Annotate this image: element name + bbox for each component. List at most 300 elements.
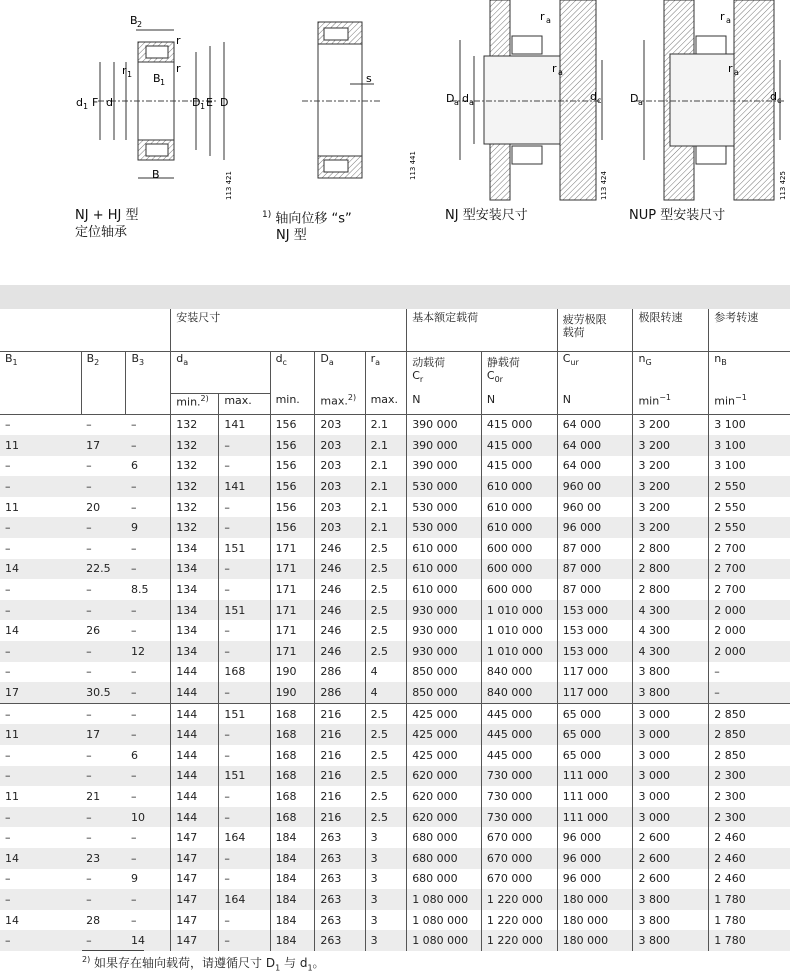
table-cell: 132 <box>171 435 219 456</box>
table-cell: 147 <box>171 889 219 910</box>
table-cell: 8.5 <box>130 583 149 597</box>
table-cell: 960 00 <box>557 476 633 497</box>
svg-text:a: a <box>469 98 474 107</box>
svg-text:d: d <box>770 90 777 103</box>
table-cell: 96 000 <box>557 869 633 890</box>
table-cell: 156 <box>270 476 315 497</box>
table-cell: – <box>0 807 81 828</box>
svg-text:c: c <box>597 96 602 105</box>
table-cell: 21 <box>86 789 101 803</box>
table-cell: – <box>126 703 171 724</box>
table-cell: 216 <box>315 786 365 807</box>
table-cell: 132 <box>171 497 219 518</box>
col-Da: $D_a$ <box>315 352 365 394</box>
table-cell: – <box>0 517 81 538</box>
table-cell: 117 000 <box>557 682 633 703</box>
table-cell: 151 <box>219 538 270 559</box>
header-band <box>0 285 790 309</box>
table-cell: 11 <box>0 724 81 745</box>
table-cell: – <box>0 703 81 724</box>
table-row <box>0 745 790 766</box>
table-cell: 286 <box>315 662 365 683</box>
table-cell: 425 000 <box>407 745 482 766</box>
svg-text:r: r <box>728 62 733 75</box>
table-cell: 4 300 <box>633 600 709 621</box>
table-cell: 190 <box>270 662 315 683</box>
table-cell: 141 <box>219 414 270 435</box>
col-b1: $B_1$ <box>0 352 81 415</box>
table-cell: 1 010 000 <box>481 641 557 662</box>
table-cell: 184 <box>270 827 315 848</box>
table-cell: 153 000 <box>557 620 633 641</box>
table-cell: 246 <box>315 579 365 600</box>
table-cell: 26 <box>86 624 101 638</box>
svg-text:2: 2 <box>137 20 143 29</box>
table-cell: – <box>219 848 270 869</box>
table-cell: – <box>0 766 81 787</box>
table-row <box>0 848 790 869</box>
table-cell: 3 <box>365 827 407 848</box>
table-cell: 1 080 000 <box>407 930 482 951</box>
table-cell: – <box>219 930 270 951</box>
svg-text:r: r <box>122 64 127 77</box>
table-cell: 620 000 <box>407 766 482 787</box>
table-cell: 147 <box>171 869 219 890</box>
table-cell: 3 <box>365 930 407 951</box>
table-cell: 246 <box>315 620 365 641</box>
table-cell: – <box>81 930 126 951</box>
table-cell: 168 <box>270 745 315 766</box>
table-cell: 144 <box>171 766 219 787</box>
col-cr: 动载荷 $C_r$ <box>407 352 482 394</box>
table-cell: 17 <box>81 724 126 745</box>
table-cell: 6 <box>130 748 138 762</box>
table-row <box>0 538 790 559</box>
table-cell: 147 <box>171 848 219 869</box>
table-cell: 134 <box>171 620 219 641</box>
table-row <box>0 662 790 683</box>
group-ref-speed: 参考转速 <box>709 309 790 352</box>
svg-text:D: D <box>446 92 455 105</box>
col-da: $d_a$ <box>171 352 270 394</box>
table-cell: 3 200 <box>633 476 709 497</box>
table-cell: 425 000 <box>407 703 482 724</box>
table-cell: – <box>5 459 11 473</box>
table-cell: 415 000 <box>481 456 557 477</box>
table-cell: 171 <box>270 620 315 641</box>
table-row <box>0 497 790 518</box>
table-cell: 3 200 <box>633 414 709 435</box>
table-cell: 2 300 <box>709 786 790 807</box>
table-cell: – <box>126 559 171 580</box>
table-cell: 2 600 <box>633 869 709 890</box>
table-cell: 3 200 <box>633 456 709 477</box>
table-cell: 1 220 000 <box>481 910 557 931</box>
table-cell: 730 000 <box>481 807 557 828</box>
unit-c0r: N <box>481 393 557 414</box>
table-cell: 530 000 <box>407 517 482 538</box>
svg-text:s: s <box>366 72 372 85</box>
caption-fig2: $^{1)}$ 轴向位移 “s” NJ 型 <box>262 210 352 244</box>
table-cell: 610 000 <box>407 579 482 600</box>
table-cell: 286 <box>315 682 365 703</box>
svg-text:d: d <box>590 90 597 103</box>
table-cell: 132 <box>171 414 219 435</box>
table-cell: – <box>219 786 270 807</box>
table-cell: 445 000 <box>481 745 557 766</box>
group-install: 安装尺寸 <box>171 309 407 352</box>
table-cell: 246 <box>315 559 365 580</box>
table-cell: 2.5 <box>365 538 407 559</box>
table-cell: 600 000 <box>481 559 557 580</box>
table-cell: – <box>126 766 171 787</box>
table-cell: – <box>0 889 81 910</box>
table-cell: – <box>130 665 137 679</box>
table-cell: – <box>219 497 270 518</box>
table-cell: 203 <box>315 456 365 477</box>
table-cell: 3 000 <box>633 786 709 807</box>
col-ra: $r_a$ <box>365 352 407 394</box>
table-cell: 3 800 <box>633 910 709 931</box>
table-cell: – <box>81 476 126 497</box>
table-cell: 600 000 <box>481 579 557 600</box>
table-cell: 216 <box>315 745 365 766</box>
table-cell: – <box>219 517 270 538</box>
table-cell: – <box>86 418 92 432</box>
table-cell: 680 000 <box>407 848 482 869</box>
table-cell: 2.5 <box>365 579 407 600</box>
table-cell: – <box>81 600 126 621</box>
table-cell: 168 <box>270 766 315 787</box>
table-cell: 4 300 <box>633 620 709 641</box>
table-cell: 3 000 <box>633 766 709 787</box>
table-cell: 1 220 000 <box>481 930 557 951</box>
svg-text:c: c <box>777 96 782 105</box>
table-cell: 14 <box>5 913 19 927</box>
svg-text:1: 1 <box>200 102 206 111</box>
table-cell: 65 000 <box>557 724 633 745</box>
table-cell: 144 <box>171 786 219 807</box>
svg-text:113 441: 113 441 <box>409 151 417 180</box>
svg-text:d: d <box>76 96 83 109</box>
unit-cur: N <box>557 393 633 414</box>
table-row <box>0 703 790 724</box>
table-row <box>0 910 790 931</box>
table-cell: – <box>219 435 270 456</box>
svg-text:a: a <box>734 68 739 77</box>
table-cell: 20 <box>86 500 101 514</box>
table-cell: 144 <box>171 662 219 683</box>
table-cell: 415 000 <box>481 435 557 456</box>
table-cell: 840 000 <box>481 682 557 703</box>
table-cell: 2 800 <box>633 538 709 559</box>
table-cell: 28 <box>86 913 101 927</box>
table-cell: 203 <box>315 497 365 518</box>
bearing-data-table <box>0 309 790 951</box>
table-cell: 17 <box>81 435 126 456</box>
table-cell: 203 <box>315 414 365 435</box>
table-cell: 3 000 <box>633 807 709 828</box>
table-cell: 111 000 <box>557 786 633 807</box>
table-cell: 3 200 <box>633 497 709 518</box>
table-cell: 134 <box>171 559 219 580</box>
table-cell: 730 000 <box>481 766 557 787</box>
table-cell: 144 <box>171 682 219 703</box>
table-cell: 670 000 <box>481 827 557 848</box>
table-cell: 3 000 <box>633 724 709 745</box>
figure-nj-hj-bearing <box>68 0 240 205</box>
table-cell: – <box>5 872 11 886</box>
table-cell: 263 <box>315 848 365 869</box>
table-cell: 2.5 <box>365 620 407 641</box>
table-cell: 670 000 <box>481 869 557 890</box>
table-cell: – <box>81 641 126 662</box>
table-cell: 147 <box>171 910 219 931</box>
table-cell: – <box>130 418 137 432</box>
unit-ra: max. <box>365 393 407 414</box>
figure-code: 113 421 <box>225 171 233 200</box>
table-cell: 2 550 <box>709 476 790 497</box>
table-cell: 6 <box>130 459 138 473</box>
table-cell: 64 000 <box>557 435 633 456</box>
table-cell: 184 <box>270 930 315 951</box>
table-cell: – <box>130 913 137 927</box>
table-cell: 2 460 <box>709 848 790 869</box>
table-cell: 4 <box>365 682 407 703</box>
table-cell: 2 300 <box>709 807 790 828</box>
table-cell: – <box>86 665 92 679</box>
table-cell: 3 <box>365 889 407 910</box>
table-cell: 610 000 <box>481 497 557 518</box>
table-cell: 190 <box>270 682 315 703</box>
table-cell: – <box>130 624 137 638</box>
svg-text:B: B <box>153 72 161 85</box>
svg-text:r: r <box>176 62 181 75</box>
table-cell: 171 <box>270 600 315 621</box>
table-cell: – <box>219 807 270 828</box>
table-cell: 2 850 <box>709 745 790 766</box>
table-cell: – <box>219 682 270 703</box>
table-row <box>0 476 790 497</box>
table-cell: 17 <box>0 682 81 703</box>
table-cell: 65 000 <box>557 703 633 724</box>
table-cell: 203 <box>315 476 365 497</box>
table-cell: 530 000 <box>407 497 482 518</box>
col-dc: $d_c$ <box>270 352 315 394</box>
table-cell: 9 <box>130 872 138 886</box>
table-cell: 141 <box>219 476 270 497</box>
table-cell: 144 <box>171 724 219 745</box>
table-cell: 3 100 <box>709 414 790 435</box>
table-cell: – <box>0 641 81 662</box>
table-cell: 610 000 <box>481 476 557 497</box>
table-cell: 2 000 <box>709 641 790 662</box>
table-cell: 23 <box>81 848 126 869</box>
table-cell: 14 <box>0 559 81 580</box>
table-cell: – <box>81 889 126 910</box>
table-cell: 3 <box>365 848 407 869</box>
table-cell: 246 <box>315 641 365 662</box>
svg-text:D: D <box>192 96 201 109</box>
table-cell: – <box>81 807 126 828</box>
table-cell: 2 300 <box>709 766 790 787</box>
table-cell: 168 <box>270 724 315 745</box>
table-cell: – <box>219 620 270 641</box>
table-cell: – <box>126 600 171 621</box>
table-cell: 153 000 <box>557 600 633 621</box>
table-cell: 151 <box>219 600 270 621</box>
table-body <box>0 414 790 951</box>
table-cell: – <box>709 662 790 683</box>
table-row <box>0 559 790 580</box>
table-cell: 2.5 <box>365 786 407 807</box>
table-cell: 2 550 <box>709 497 790 518</box>
table-cell: 2.5 <box>365 641 407 662</box>
svg-text:B: B <box>152 168 160 181</box>
table-cell: 64 000 <box>557 456 633 477</box>
table-cell: 164 <box>219 889 270 910</box>
table-cell: 144 <box>171 807 219 828</box>
table-cell: 4 <box>365 662 407 683</box>
table-cell: 415 000 <box>481 414 557 435</box>
unit-nb: $\min^{-1}$ <box>709 393 790 414</box>
table-cell: 670 000 <box>481 848 557 869</box>
table-cell: 168 <box>270 703 315 724</box>
group-limit-speed: 极限转速 <box>633 309 709 352</box>
table-cell: – <box>5 583 11 597</box>
table-cell: – <box>130 541 137 555</box>
table-cell: 171 <box>270 538 315 559</box>
svg-text:E: E <box>206 96 213 109</box>
table-cell: – <box>219 910 270 931</box>
table-cell: 2.5 <box>365 600 407 621</box>
table-cell: 3 800 <box>633 889 709 910</box>
table-cell: 184 <box>270 869 315 890</box>
table-cell: 2 000 <box>709 620 790 641</box>
table-cell: 156 <box>270 414 315 435</box>
table-cell: 1 780 <box>709 889 790 910</box>
table-cell: 2 800 <box>633 559 709 580</box>
label-b2: B <box>130 14 138 27</box>
table-cell: 87 000 <box>557 559 633 580</box>
table-cell: 164 <box>219 827 270 848</box>
table-cell: 2 800 <box>633 579 709 600</box>
table-cell: – <box>5 541 11 555</box>
table-cell: 216 <box>315 807 365 828</box>
table-cell: 2.1 <box>365 476 407 497</box>
svg-text:1: 1 <box>127 70 133 79</box>
table-cell: 850 000 <box>407 662 482 683</box>
table-cell: 3 800 <box>633 930 709 951</box>
table-cell: 445 000 <box>481 724 557 745</box>
table-cell: – <box>86 831 92 845</box>
table-cell: 1 220 000 <box>481 889 557 910</box>
table-cell: 3 800 <box>633 682 709 703</box>
table-cell: 168 <box>219 662 270 683</box>
figure-nj-mounting <box>440 0 610 205</box>
table-cell: 64 000 <box>557 414 633 435</box>
table-cell: 2.5 <box>365 724 407 745</box>
table-cell: – <box>0 600 81 621</box>
table-cell: – <box>86 872 92 886</box>
footnote: $^{2)}$ 如果存在轴向载荷，请遵循尺寸 $D_1$ 与 $d_1$。 <box>82 955 325 973</box>
table-cell: 620 000 <box>407 807 482 828</box>
svg-text:1: 1 <box>83 102 89 111</box>
table-cell: – <box>86 459 92 473</box>
table-cell: 930 000 <box>407 620 482 641</box>
table-cell: – <box>86 541 92 555</box>
col-ng: $n_G$ <box>633 352 709 394</box>
table-cell: 14 <box>126 930 171 951</box>
col-nb: $n_B$ <box>709 352 790 394</box>
table-row <box>0 641 790 662</box>
table-cell: 2 000 <box>709 600 790 621</box>
figure-axial-displacement <box>262 0 422 205</box>
table-cell: – <box>130 500 137 514</box>
table-cell: 2.1 <box>365 497 407 518</box>
svg-text:113 425: 113 425 <box>779 171 787 200</box>
table-cell: 3 100 <box>709 435 790 456</box>
table-cell: 3 200 <box>633 517 709 538</box>
table-cell: 11 <box>5 500 19 514</box>
table-row <box>0 682 790 703</box>
table-cell: 263 <box>315 827 365 848</box>
table-cell: – <box>86 583 92 597</box>
table-cell: 2.1 <box>365 517 407 538</box>
svg-text:d: d <box>106 96 113 109</box>
svg-text:a: a <box>454 98 459 107</box>
col-b3: $B_3$ <box>126 352 171 415</box>
table-cell: 263 <box>315 930 365 951</box>
unit-da-max: max. <box>219 393 270 414</box>
svg-text:1: 1 <box>160 78 166 87</box>
svg-text:r: r <box>552 62 557 75</box>
table-cell: 11 <box>0 435 81 456</box>
table-cell: 9 <box>126 517 171 538</box>
table-cell: – <box>219 745 270 766</box>
table-cell: 147 <box>171 827 219 848</box>
figure-nup-mounting <box>624 0 790 205</box>
table-cell: 960 00 <box>557 497 633 518</box>
table-cell: – <box>126 889 171 910</box>
table-cell: – <box>219 456 270 477</box>
table-cell: – <box>5 748 11 762</box>
table-cell: 2 700 <box>709 559 790 580</box>
table-cell: 151 <box>219 766 270 787</box>
table-cell: 2.1 <box>365 435 407 456</box>
caption-fig1: NJ + HJ 型 定位轴承 <box>75 208 139 240</box>
table-row <box>0 435 790 456</box>
table-cell: 1 780 <box>709 930 790 951</box>
table-cell: 156 <box>270 497 315 518</box>
table-cell: 14 <box>0 848 81 869</box>
table-cell: 2.5 <box>365 703 407 724</box>
table-cell: 132 <box>171 476 219 497</box>
table-cell: 203 <box>315 435 365 456</box>
table-cell: – <box>219 869 270 890</box>
table-cell: 850 000 <box>407 682 482 703</box>
svg-text:F: F <box>92 96 99 109</box>
table-cell: 1 010 000 <box>481 620 557 641</box>
table-cell: 216 <box>315 724 365 745</box>
table-cell: 184 <box>270 848 315 869</box>
table-cell: 2 850 <box>709 703 790 724</box>
group-basic-load: 基本额定载荷 <box>407 309 558 352</box>
table-cell: 610 000 <box>481 517 557 538</box>
svg-text:a: a <box>726 16 731 25</box>
table-cell: 1 080 000 <box>407 910 482 931</box>
caption-fig3: NJ 型安装尺寸 <box>445 208 528 223</box>
